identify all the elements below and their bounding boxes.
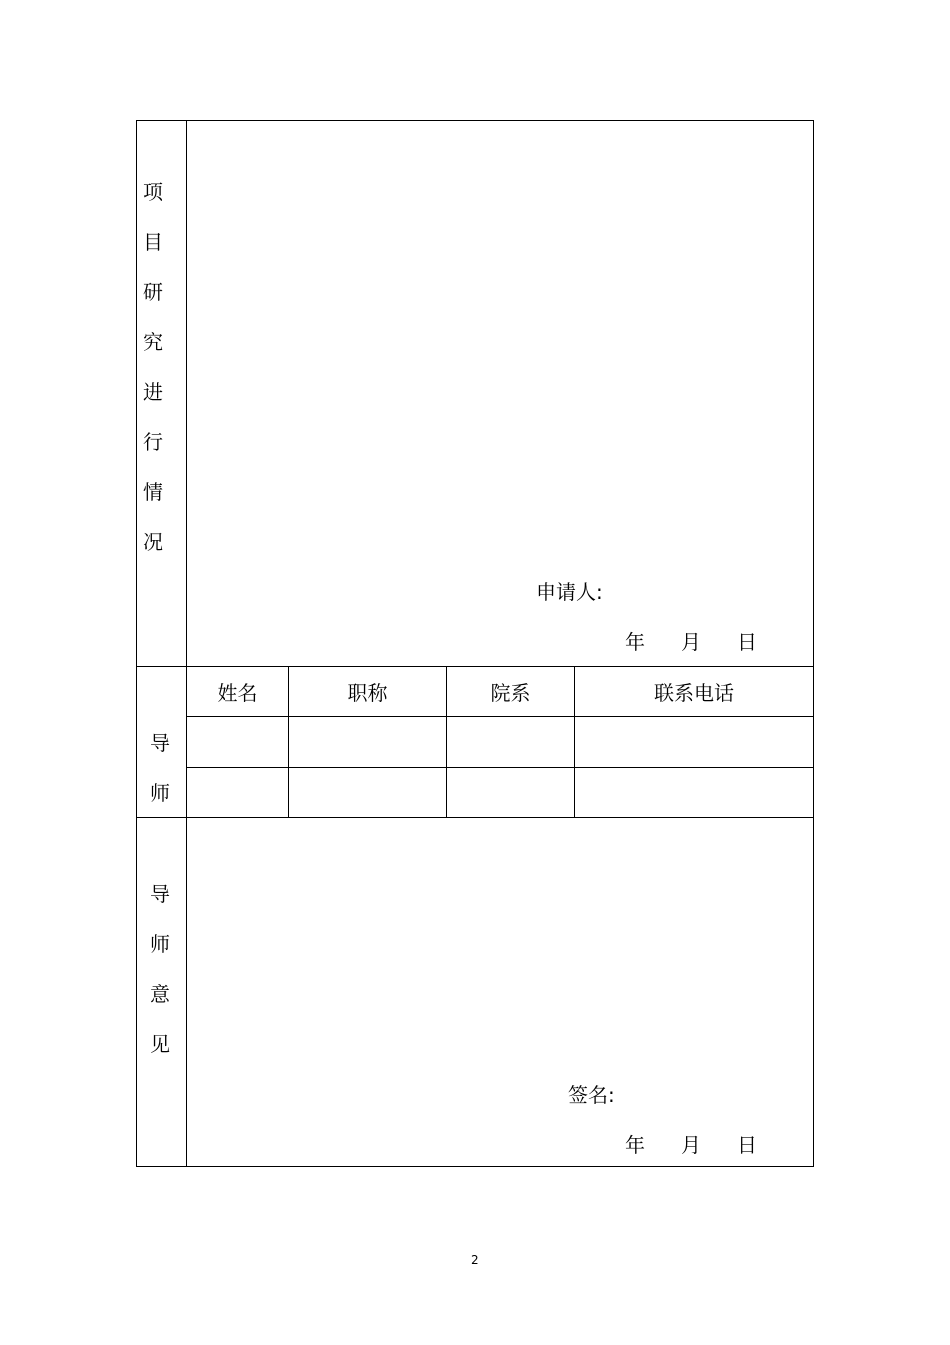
page-number: 2 [471,1253,479,1267]
label-char: 见 [150,1032,170,1056]
section-divider-1 [136,666,814,667]
date-day: 日 [737,630,757,654]
label-char: 师 [150,781,170,805]
column-header-title: 职称 [347,681,388,705]
date-year: 年 [625,1133,645,1157]
label-char: 行 [143,430,163,454]
date-month: 月 [681,630,701,654]
advisor-title-cell[interactable] [289,717,446,767]
column-header-phone: 联系电话 [654,681,734,705]
label-char: 师 [150,932,170,956]
table-border-top [136,120,814,121]
project-progress-content[interactable] [188,122,812,572]
date-year: 年 [625,630,645,654]
advisor-department-cell[interactable] [447,768,574,817]
advisor-phone-cell[interactable] [575,717,813,767]
date-month: 月 [681,1133,701,1157]
advisor-title-cell[interactable] [289,768,446,817]
column-header-name: 姓名 [217,681,258,705]
label-char: 况 [143,530,163,554]
label-char: 究 [143,330,163,354]
date-day: 日 [737,1133,757,1157]
label-column-divider [186,120,187,1167]
applicant-label: 申请人: [536,580,603,604]
label-char: 进 [143,380,163,404]
advisor-phone-cell[interactable] [575,768,813,817]
table-border-bottom [136,1166,814,1167]
label-char: 情 [143,480,163,504]
label-char: 研 [143,280,163,304]
table-border-left [136,120,137,1167]
advisor-name-cell[interactable] [187,768,288,817]
advisor-opinion-content[interactable] [188,819,812,1074]
section-divider-2 [136,817,814,818]
signature-label: 签名: [568,1083,615,1107]
table-row [187,768,813,817]
label-char: 导 [150,731,170,755]
advisor-department-cell[interactable] [447,717,574,767]
table-row [187,717,813,767]
label-char: 导 [150,882,170,906]
label-char: 项 [143,180,163,204]
label-char: 目 [143,230,163,254]
column-header-department: 院系 [490,681,531,705]
advisor-name-cell[interactable] [187,717,288,767]
label-char: 意 [150,982,170,1006]
table-border-right [813,120,814,1167]
